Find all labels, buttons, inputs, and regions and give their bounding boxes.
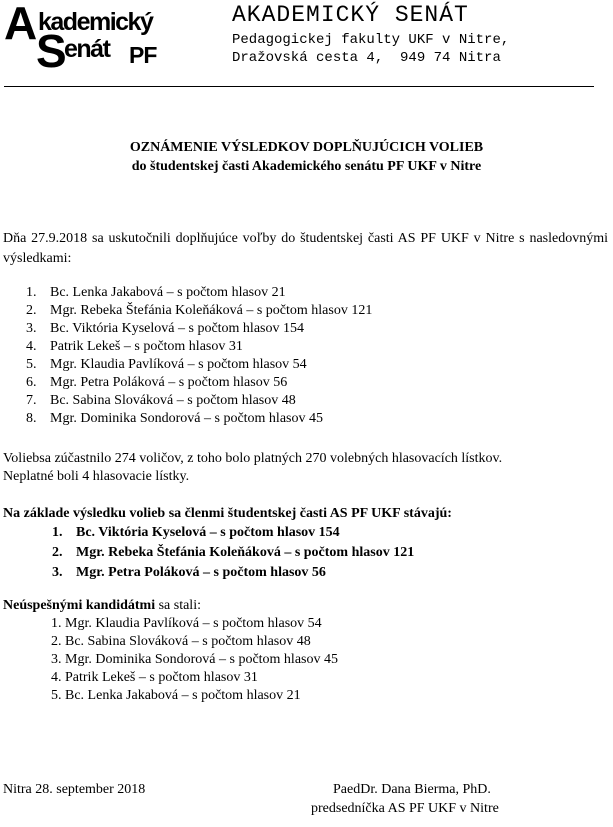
unsuccessful-heading: [3, 597, 201, 615]
header-title: AKADEMICKÝ SENÁT: [232, 2, 469, 28]
unsuccessful-heading-bold: Neúspešnými kandidátmi: [3, 598, 156, 613]
logo-letter-a: A: [4, 0, 36, 49]
header-divider: [4, 86, 594, 87]
item-number: 7.: [26, 393, 37, 408]
item-text: Mgr. Rebeka Štefánia Koleňáková – s počtom hlasov 121: [76, 545, 415, 560]
item-text: Mgr. Dominika Sondorová – s počtom hlasov 45: [50, 411, 323, 426]
item-number: 3.: [26, 321, 37, 336]
list-item: 4. Patrik Lekeš – s počtom hlasov 31: [51, 670, 258, 685]
item-number: 5.: [26, 357, 37, 372]
logo-word-kademicky: kademický: [38, 8, 153, 36]
turnout-line: Voliebsa zúčastnilo 274 voličov, z toho bolo platných 270 volebných hlasovacích lístkov.: [3, 451, 503, 466]
list-item: 5. Bc. Lenka Jakabová – s počtom hlasov 21: [51, 688, 301, 703]
elected-heading: Na základe výsledku volieb sa členmi študentskej časti AS PF UKF stávajú:: [3, 506, 452, 521]
unsuccessful-heading-rest: sa stali:: [155, 598, 201, 613]
header-address-line2: Dražovská cesta 4, 949 74 Nitra: [232, 50, 501, 66]
item-text: Mgr. Rebeka Štefánia Koleňáková – s počtom hlasov 121: [50, 303, 373, 318]
item-number: 6.: [26, 375, 37, 390]
logo-word-pf: PF: [129, 42, 157, 68]
item-text: Patrik Lekeš – s počtom hlasov 31: [50, 339, 243, 354]
item-number: 2.: [26, 303, 37, 318]
list-item: 2. Bc. Sabina Slováková – s počtom hlasov 48: [51, 634, 311, 649]
signer-name: PaedDr. Dana Bierma, PhD.: [333, 782, 491, 797]
list-item: [26, 338, 372, 356]
document-subtitle: do študentskej časti Akademického senátu PF UKF v Nitre: [131, 159, 482, 174]
senate-logo: [4, 0, 182, 77]
list-item: [26, 374, 372, 392]
list-item: [26, 320, 372, 338]
logo-letter-s: S: [36, 25, 67, 77]
item-number: 2.: [52, 545, 63, 560]
results-list: [26, 284, 373, 428]
item-number: 8.: [26, 411, 37, 426]
item-text: Mgr. Petra Poláková – s počtom hlasov 56: [50, 375, 288, 390]
list-item: [26, 410, 372, 428]
logo-word-enat: enát: [64, 35, 110, 63]
item-number: 1.: [52, 525, 63, 540]
item-number: 3.: [52, 565, 63, 580]
list-item: [52, 543, 415, 563]
item-text: Bc. Lenka Jakabová – s počtom hlasov 21: [50, 285, 286, 300]
invalid-ballots-line: Neplatné boli 4 hlasovacie lístky.: [3, 469, 190, 484]
list-item: [26, 356, 372, 374]
item-text: Mgr. Petra Poláková – s počtom hlasov 56: [76, 565, 326, 580]
list-item: [52, 563, 414, 583]
item-text: Bc. Viktória Kyselová – s počtom hlasov 154: [50, 321, 304, 336]
item-text: Bc. Sabina Slováková – s počtom hlasov 48: [50, 393, 296, 408]
list-item: 1. Mgr. Klaudia Pavlíková – s počtom hlasov 54: [51, 616, 322, 631]
header-address-line1: Pedagogickej fakulty UKF v Nitre,: [232, 32, 510, 48]
item-text: Mgr. Klaudia Pavlíková – s počtom hlasov 54: [50, 357, 307, 372]
list-item: 3. Mgr. Dominika Sondorová – s počtom hlasov 45: [51, 652, 338, 667]
item-number: 4.: [26, 339, 37, 354]
intro-paragraph: Dňa 27.9.2018 sa uskutočnili doplňujúce voľby do študentskej časti AS PF UKF v Nitre s nasledovnými výsledkami:: [3, 231, 608, 266]
unsuccessful-list: [51, 615, 338, 705]
list-item: [52, 523, 414, 543]
list-item: [26, 302, 373, 320]
place-date: Nitra 28. september 2018: [3, 782, 146, 797]
signer-role: predsedníčka AS PF UKF v Nitre: [311, 801, 499, 816]
list-item: [26, 392, 372, 410]
list-item: [26, 284, 372, 302]
elected-list: [52, 523, 415, 583]
item-number: 1.: [26, 285, 37, 300]
document-title: OZNÁMENIE VÝSLEDKOV DOPLŇUJÚCICH VOLIEB: [129, 140, 484, 155]
item-text: Bc. Viktória Kyselová – s počtom hlasov 154: [76, 525, 340, 540]
